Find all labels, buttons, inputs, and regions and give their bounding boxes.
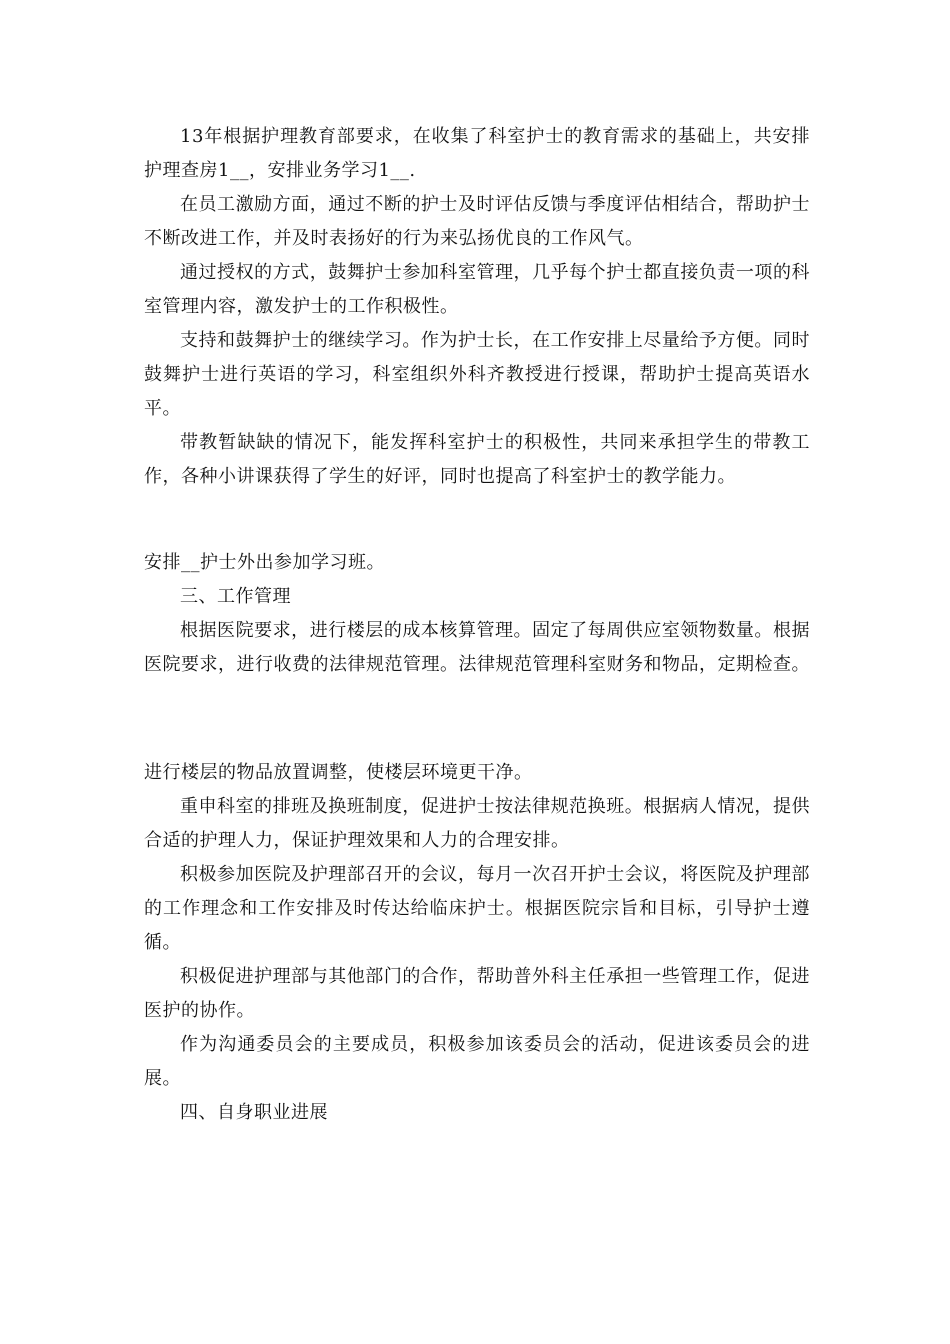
paragraph-education-arrangement: 13年根据护理教育部要求，在收集了科室护士的教育需求的基础上，共安排护理查房1__，安排业务学习1__. [144,126,810,181]
paragraph-cost-accounting: 根据医院要求，进行楼层的成本核算管理。固定了每周供应室领物数量。根据医院要求，进行收费的法律规范管理。法律规范管理科室财务和物品，定期检查。 [144,620,810,675]
paragraph-meetings: 积极参加医院及护理部召开的会议，每月一次召开护士会议，将医院及护理部的工作理念和工作安排及时传达给临床护士。根据医院宗旨和目标，引导护士遵循。 [144,864,810,953]
section-heading-work-management: 三、工作管理 [180,586,291,607]
paragraph-shift-system: 重申科室的排班及换班制度，促进护士按法律规范换班。根据病人情况，提供合适的护理人力，保证护理效果和人力的合理安排。 [144,796,810,851]
paragraph-teaching: 带教暂缺缺的情况下，能发挥科室护士的积极性，共同来承担学生的带教工作，各种小讲课获得了学生的好评，同时也提高了科室护士的教学能力。 [144,432,810,487]
paragraph-cooperation: 积极促进护理部与其他部门的合作，帮助普外科主任承担一些管理工作，促进医护的协作。 [144,966,810,1021]
paragraph-training-class: 安排__护士外出参加学习班。 [144,552,385,573]
paragraph-item-placement: 进行楼层的物品放置调整，使楼层环境更干净。 [144,762,533,783]
paragraph-committee: 作为沟通委员会的主要成员，积极参加该委员会的活动，促进该委员会的进展。 [144,1034,810,1089]
section-heading-career-development: 四、自身职业进展 [180,1102,328,1123]
paragraph-staff-motivation: 在员工激励方面，通过不断的护士及时评估反馈与季度评估相结合，帮助护士不断改进工作，并及时表扬好的行为来弘扬优良的工作风气。 [144,194,810,249]
paragraph-authorization: 通过授权的方式，鼓舞护士参加科室管理，几乎每个护士都直接负责一项的科室管理内容，激发护士的工作积极性。 [144,262,810,317]
paragraph-continuing-education: 支持和鼓舞护士的继续学习。作为护士长，在工作安排上尽量给予方便。同时鼓舞护士进行英语的学习，科室组织外科齐教授进行授课，帮助护士提高英语水平。 [144,330,810,419]
